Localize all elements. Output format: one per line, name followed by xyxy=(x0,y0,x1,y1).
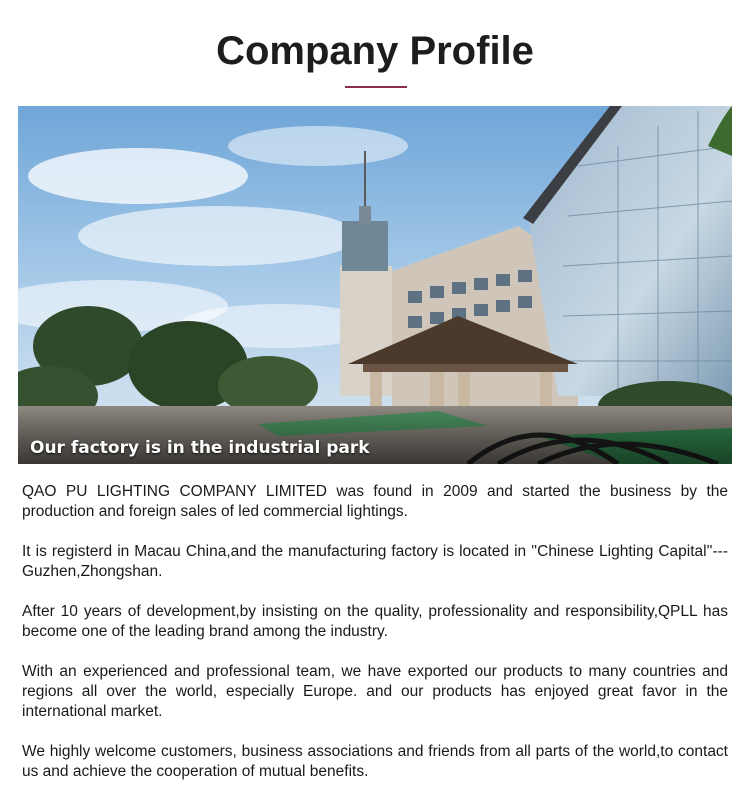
paragraph-location: It is registerd in Macau China,and the manufacturing factory is located in ''Chinese Lighting Capital''---Guzhen,Zhongshan. xyxy=(22,543,728,580)
paragraph-export: With an experienced and professional team, we have exported our products to many countries and regions all over the world, especially Europe. and our products has enjoyed great favor in the international market. xyxy=(22,663,728,720)
page-title: Company Profile xyxy=(216,29,534,73)
factory-building-with-gazebo-photo xyxy=(18,106,732,464)
factory-photo xyxy=(18,106,732,464)
paragraph-welcome: We highly welcome customers, business associations and friends from all parts of the world,to contact us and achieve the cooperation of mutual benefits. xyxy=(22,743,728,780)
paragraph-development: After 10 years of development,by insisting on the quality, professionality and responsibility,QPLL has become one of the leading brand among the industry. xyxy=(22,603,728,640)
company-description xyxy=(22,482,728,802)
paragraph-founding: QAO PU LIGHTING COMPANY LIMITED was found in 2009 and started the business by the production and foreign sales of led commercial lightings. xyxy=(22,483,728,520)
photo-caption: Our factory is in the industrial park xyxy=(30,438,370,458)
title-underline xyxy=(345,86,407,88)
